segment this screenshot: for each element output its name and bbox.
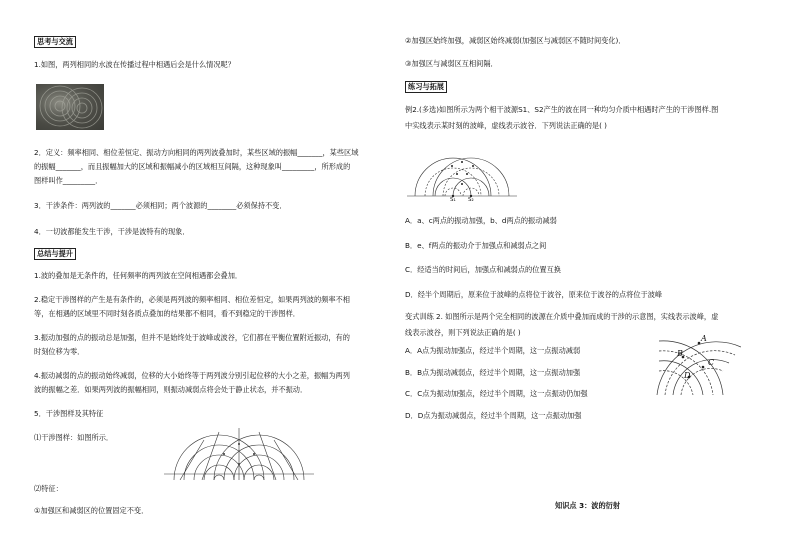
question-4: 4．一切波都能发生干涉，干涉是波特有的现象． — [34, 227, 190, 236]
fig-label-d: D — [684, 371, 691, 380]
fig-label-c: C — [708, 358, 715, 367]
summary-4-line-2: 波的振幅之差．如果两列波的振幅相同，则振动减弱点将会处于静止状态，并不振动． — [34, 385, 308, 394]
question-2-line-1: 2．定义：频率相同、相位差恒定、振动方向相同的两列波叠加时，某些区域的振幅_______，某些区域 — [34, 148, 359, 157]
section-heading-summary — [34, 248, 76, 259]
summary-1: 1.波的叠加是无条件的，任何频率的两列波在空间相遇都会叠加． — [34, 271, 243, 280]
interference-pattern-figure — [164, 424, 314, 480]
heading-practice-label: 练习与拓展 — [405, 81, 447, 93]
option-b: B．e、f两点的振动介于加强点和减弱点之间 — [405, 241, 547, 250]
question-2-line-2: 的振幅_______，而且振幅加大的区域和振幅减小的区域相互间隔，这种现象叫_________，所形成的 — [34, 162, 351, 171]
feature-1: ①加强区和减弱区的位置固定不变． — [34, 506, 149, 515]
summary-2-line-1: 2.稳定干涉图样的产生是有条件的，必须是两列波的频率相同、相位差恒定，如果两列波的频率不相 — [34, 295, 350, 304]
summary-3-line-2: 时刻位移为零． — [34, 347, 85, 356]
variant-option-d: D．D点为振动减弱点，经过半个周期，这一点振动加强 — [405, 411, 582, 420]
water-wave-photo — [36, 84, 104, 130]
section-heading-practice — [405, 81, 447, 92]
variant-option-b: B．B点为振动减弱点，经过半个周期，这一点振动加强 — [405, 368, 581, 377]
summary-5: 5．干涉图样及其特征 — [34, 409, 104, 418]
summary-2-line-2: 等，在相遇的区域里不同时刻各质点叠加的结果都不相同，看不到稳定的干涉图样． — [34, 309, 300, 318]
fig-label-b: B — [677, 349, 683, 358]
variant-option-a: A．A点为振动加强点，经过半个周期，这一点振动减弱 — [405, 346, 581, 355]
source-s2-label: S₂ — [468, 197, 474, 203]
heading-think-label: 思考与交流 — [34, 36, 76, 48]
summary-3-line-1: 3.振动加强的点的振动总是加强，但并不是始终处于波峰或波谷，它们都在平衡位置附近振动，有的 — [34, 333, 350, 342]
two-source-interference-figure — [407, 140, 517, 202]
question-2-line-3: 图样叫作_________． — [34, 176, 103, 185]
example-2-line-2: 中实线表示某时刻的波峰，虚线表示波谷．下列说法正确的是( ) — [405, 121, 607, 130]
knowledge-point-3-heading: 知识点 3：波的衍射 — [555, 501, 621, 510]
interference-pattern-text: ⑴干涉图样：如图所示． — [34, 433, 114, 442]
features-label: ⑵特征： — [34, 484, 63, 493]
variant-2-line-1: 变式训练 2. 如图所示是两个完全相同的波源在介质中叠加而成的干涉的示意图，实线表示波峰，虚 — [405, 312, 719, 321]
example-2-line-1: 例2.(多选)如图所示为两个相干波源S1、S2产生的波在同一种均匀介质中相遇时产生的干涉图样.图 — [405, 105, 719, 114]
water-ripples — [36, 84, 104, 130]
question-1: 1.如图，两列相同的水波在传播过程中相遇后会是什么情况呢？ — [34, 60, 235, 69]
variant-interference-figure — [653, 333, 741, 395]
question-3: 3．干涉条件：两列波的_______必须相同；两个波源的________必须保持不变． — [34, 201, 287, 210]
option-a: A．a、c两点的振动加强，b、d两点的振动减弱 — [405, 216, 557, 225]
section-heading-think — [34, 36, 76, 47]
feature-2: ②加强区始终加强，减弱区始终减弱(加强区与减弱区不随时间变化)． — [405, 36, 626, 45]
option-c: C．经适当的时间后，加强点和减弱点的位置互换 — [405, 265, 561, 274]
source-s1-label: S₁ — [450, 197, 456, 203]
summary-4-line-1: 4.振动减弱的点的振动始终减弱，位移的大小始终等于两列波分别引起位移的大小之差，振幅为两列 — [34, 371, 350, 380]
feature-3: ③加强区与减弱区互相间隔． — [405, 59, 498, 68]
variant-2-line-2: 线表示波谷，则下列说法正确的是( ) — [405, 328, 521, 337]
fig-label-a: A — [701, 334, 707, 343]
variant-option-c: C．C点为振动加强点，经过半个周期，这一点振动仍加强 — [405, 389, 588, 398]
option-d: D．经半个周期后，原来位于波峰的点将位于波谷，原来位于波谷的点将位于波峰 — [405, 290, 663, 299]
heading-summary-label: 总结与提升 — [34, 248, 76, 260]
